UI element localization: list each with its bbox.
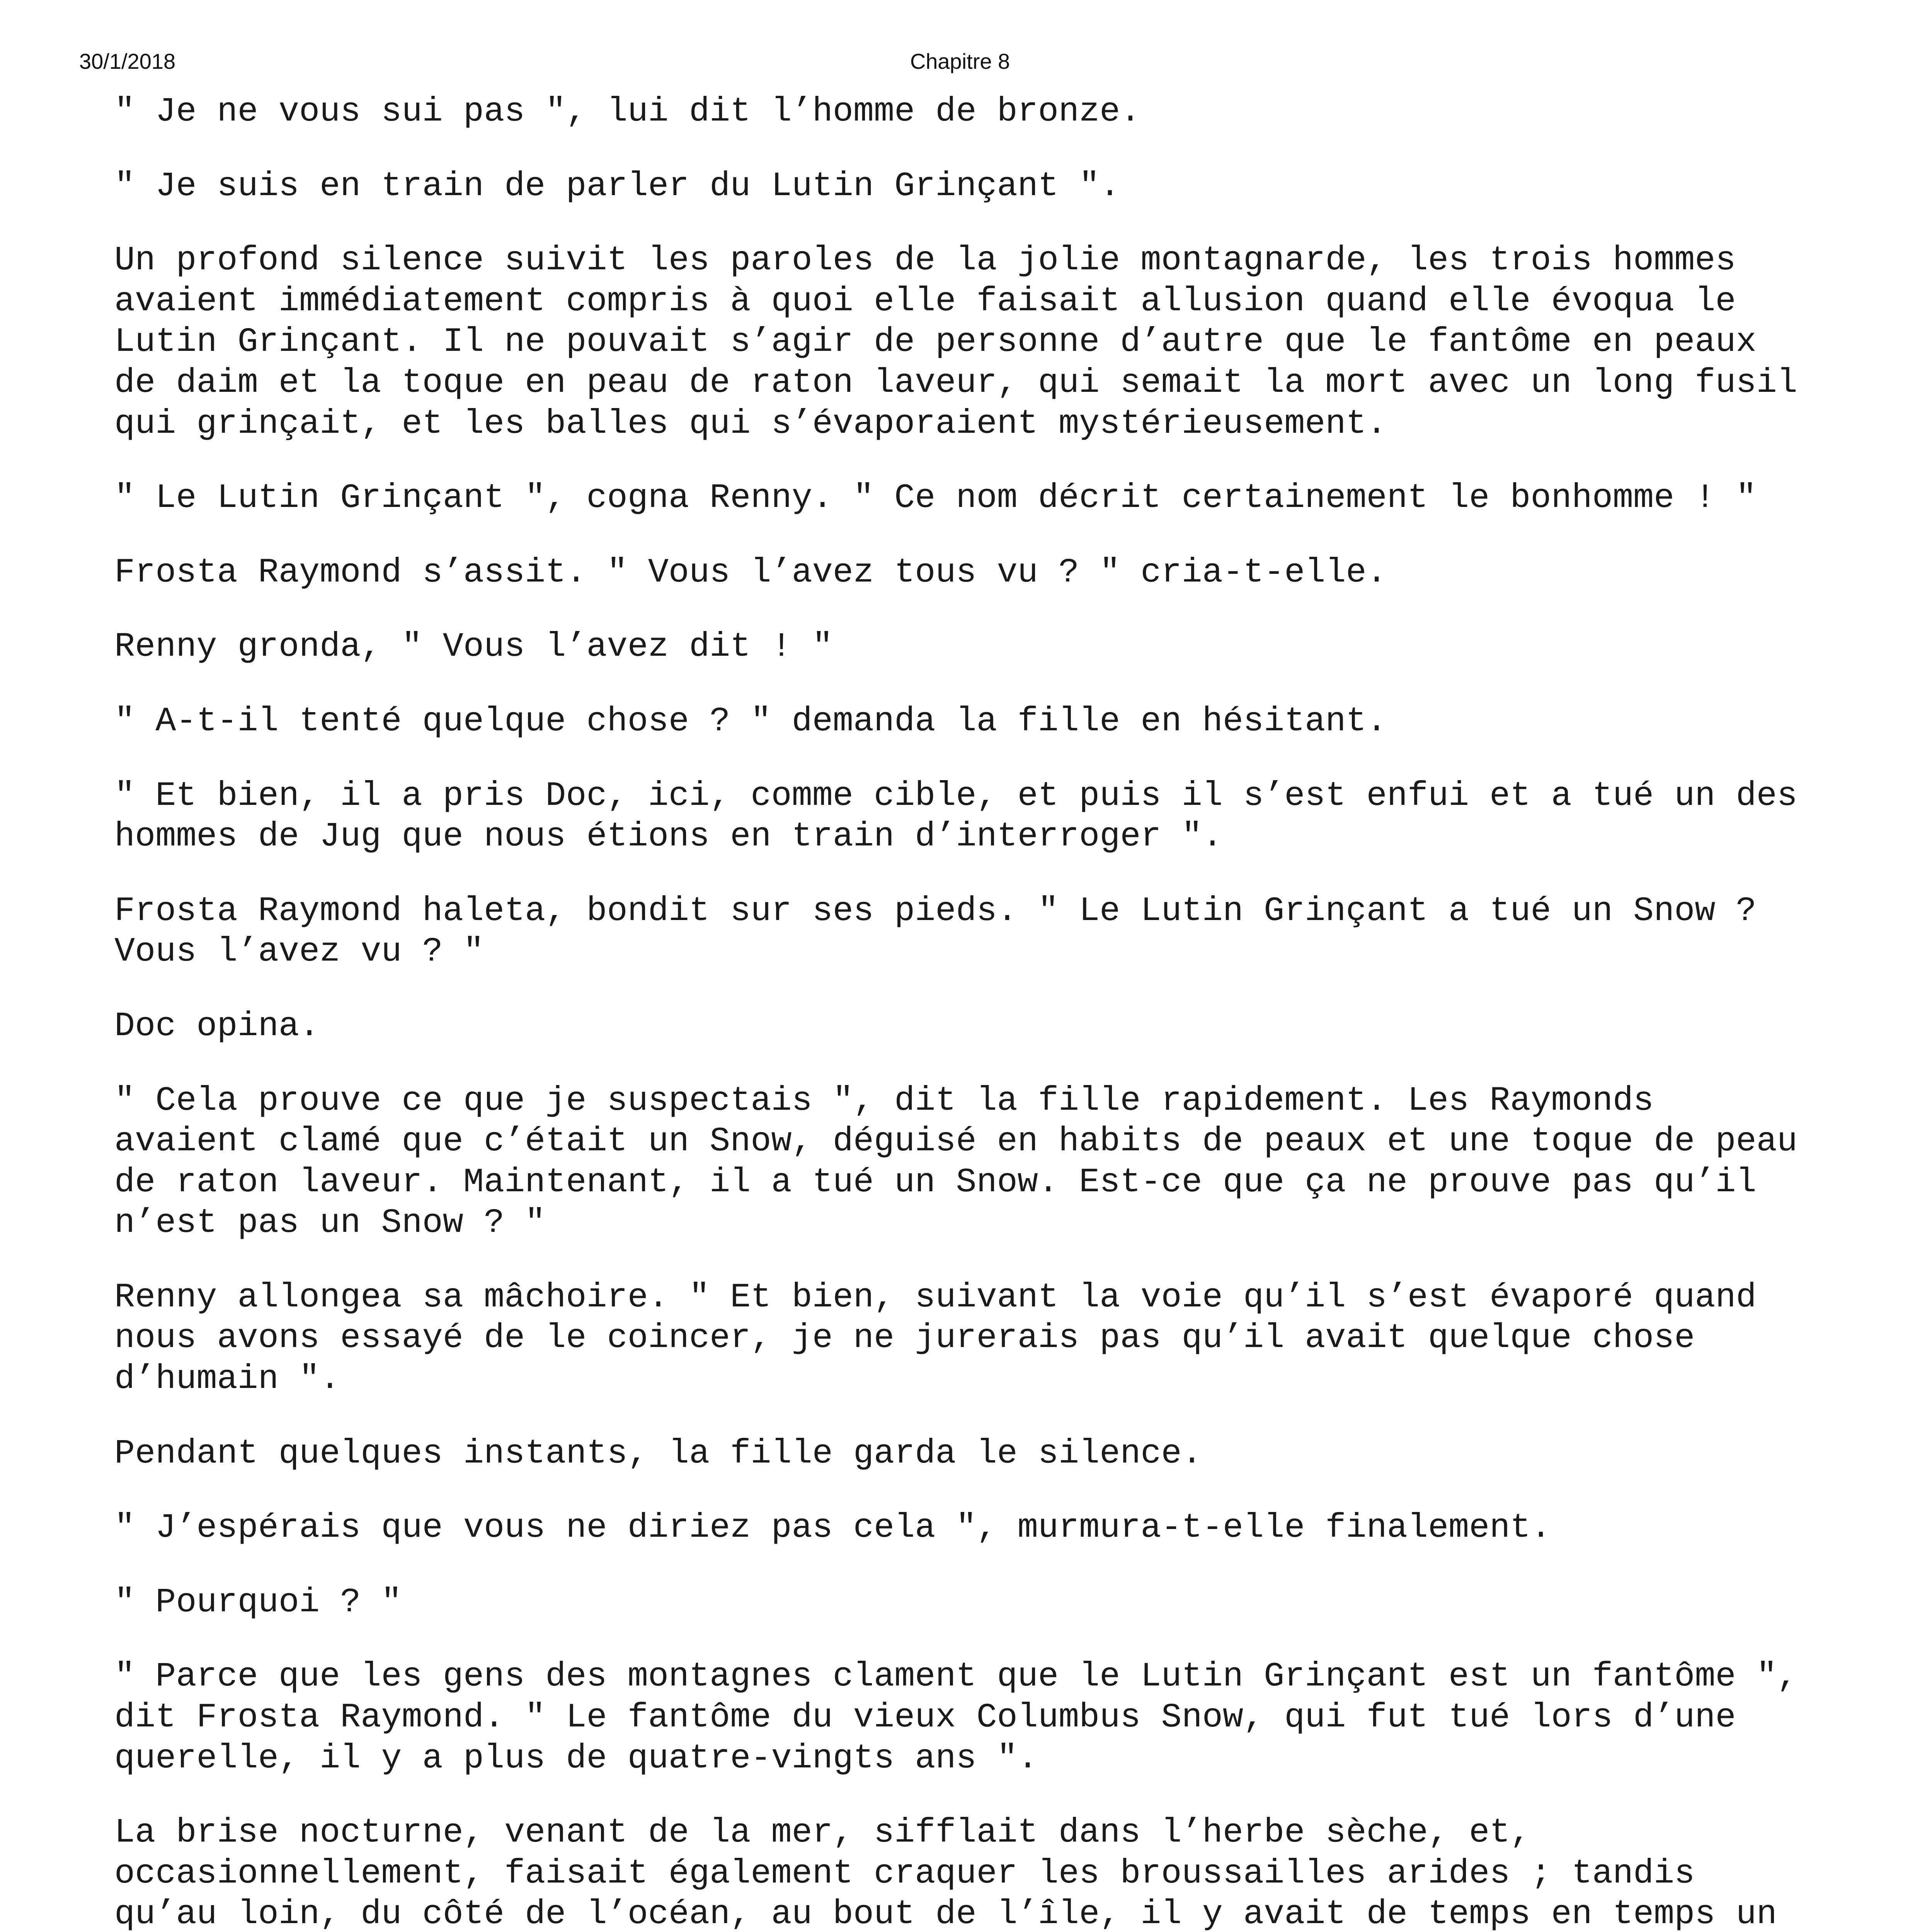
paragraph	[114, 552, 1823, 593]
print-date: 30/1/2018	[79, 49, 176, 73]
paragraph	[114, 1433, 1823, 1474]
text-line: Renny allongea sa mâchoire. " Et bien, suivant la voie qu’il s’est évaporé quand	[114, 1277, 1757, 1317]
text-line: qui grinçait, et les balles qui s’évaporaient mystérieusement.	[114, 404, 1387, 443]
text-line: " Cela prouve ce que je suspectais ", dit la fille rapidement. Les Raymonds	[114, 1081, 1654, 1120]
text-line: " Je ne vous sui pas ", lui dit l’homme de bronze.	[114, 92, 1141, 131]
text-line: dit Frosta Raymond. " Le fantôme du vieux Columbus Snow, qui fut tué lors d’une	[114, 1698, 1736, 1737]
text-line: " Je suis en train de parler du Lutin Grinçant ".	[114, 166, 1120, 206]
paragraph	[114, 891, 1823, 972]
text-line: querelle, il y a plus de quatre-vingts ans ".	[114, 1738, 1038, 1778]
text-line: de raton laveur. Maintenant, il a tué un Snow. Est-ce que ça ne prouve pas qu’il	[114, 1162, 1757, 1202]
text-line: qu’au loin, du côté de l’océan, au bout de l’île, il y avait de temps en temps un	[114, 1895, 1777, 1932]
text-line: Frosta Raymond haleta, bondit sur ses pieds. " Le Lutin Grinçant a tué un Snow ?	[114, 891, 1757, 930]
text-line: La brise nocturne, venant de la mer, sifflait dans l’herbe sèche, et,	[114, 1813, 1531, 1852]
text-line: d’humain ".	[114, 1359, 340, 1399]
paragraph	[114, 1656, 1823, 1779]
text-line: Doc opina.	[114, 1006, 320, 1046]
text-line: " Parce que les gens des montagnes clament que le Lutin Grinçant est un fantôme ",	[114, 1657, 1797, 1696]
text-line: " A-t-il tenté quelque chose ? " demanda la fille en hésitant.	[114, 701, 1387, 741]
text-line: avaient immédiatement compris à quoi elle faisait allusion quand elle évoqua le	[114, 281, 1736, 321]
paragraph	[114, 478, 1823, 519]
text-line: " Pourquoi ? "	[114, 1582, 402, 1622]
chapter-text	[114, 91, 1823, 1932]
text-line: Frosta Raymond s’assit. " Vous l’avez tous vu ? " cria-t-elle.	[114, 553, 1387, 592]
text-line: Un profond silence suivit les paroles de la jolie montagnarde, les trois hommes	[114, 241, 1736, 280]
text-line: " Et bien, il a pris Doc, ici, comme cible, et puis il s’est enfui et a tué un des	[114, 776, 1797, 815]
text-line: de daim et la toque en peau de raton laveur, qui semait la mort avec un long fusil	[114, 363, 1797, 402]
text-line: Renny gronda, " Vous l’avez dit ! "	[114, 627, 833, 667]
paragraph	[114, 240, 1823, 444]
paragraph	[114, 626, 1823, 667]
text-line: " J’espérais que vous ne diriez pas cela ", murmura-t-elle finalement.	[114, 1508, 1551, 1548]
text-line: Lutin Grinçant. Il ne pouvait s’agir de personne d’autre que le fantôme en peaux	[114, 322, 1757, 362]
paragraph	[114, 1006, 1823, 1047]
text-line: avaient clamé que c’était un Snow, déguisé en habits de peaux et une toque de peau	[114, 1122, 1797, 1161]
paragraph	[114, 166, 1823, 207]
print-header	[0, 49, 1920, 80]
text-line: n’est pas un Snow ? "	[114, 1203, 546, 1243]
text-line: " Le Lutin Grinçant ", cogna Renny. " Ce nom décrit certainement le bonhomme ! "	[114, 478, 1757, 518]
paragraph	[114, 1582, 1823, 1623]
paragraph	[114, 1507, 1823, 1548]
text-line: hommes de Jug que nous étions en train d’interroger ".	[114, 817, 1223, 856]
paragraph	[114, 776, 1823, 857]
paragraph	[114, 701, 1823, 742]
text-line: Vous l’avez vu ? "	[114, 932, 484, 971]
text-line: nous avons essayé de le coincer, je ne jurerais pas qu’il avait quelque chose	[114, 1318, 1695, 1358]
text-line: occasionnellement, faisait également craquer les broussailles arides ; tandis	[114, 1854, 1695, 1893]
paragraph	[114, 1080, 1823, 1243]
text-line: Pendant quelques instants, la fille garda le silence.	[114, 1434, 1202, 1473]
paragraph	[114, 91, 1823, 132]
paragraph	[114, 1277, 1823, 1400]
paragraph	[114, 1812, 1823, 1932]
page-title: Chapitre 8	[910, 49, 1010, 73]
